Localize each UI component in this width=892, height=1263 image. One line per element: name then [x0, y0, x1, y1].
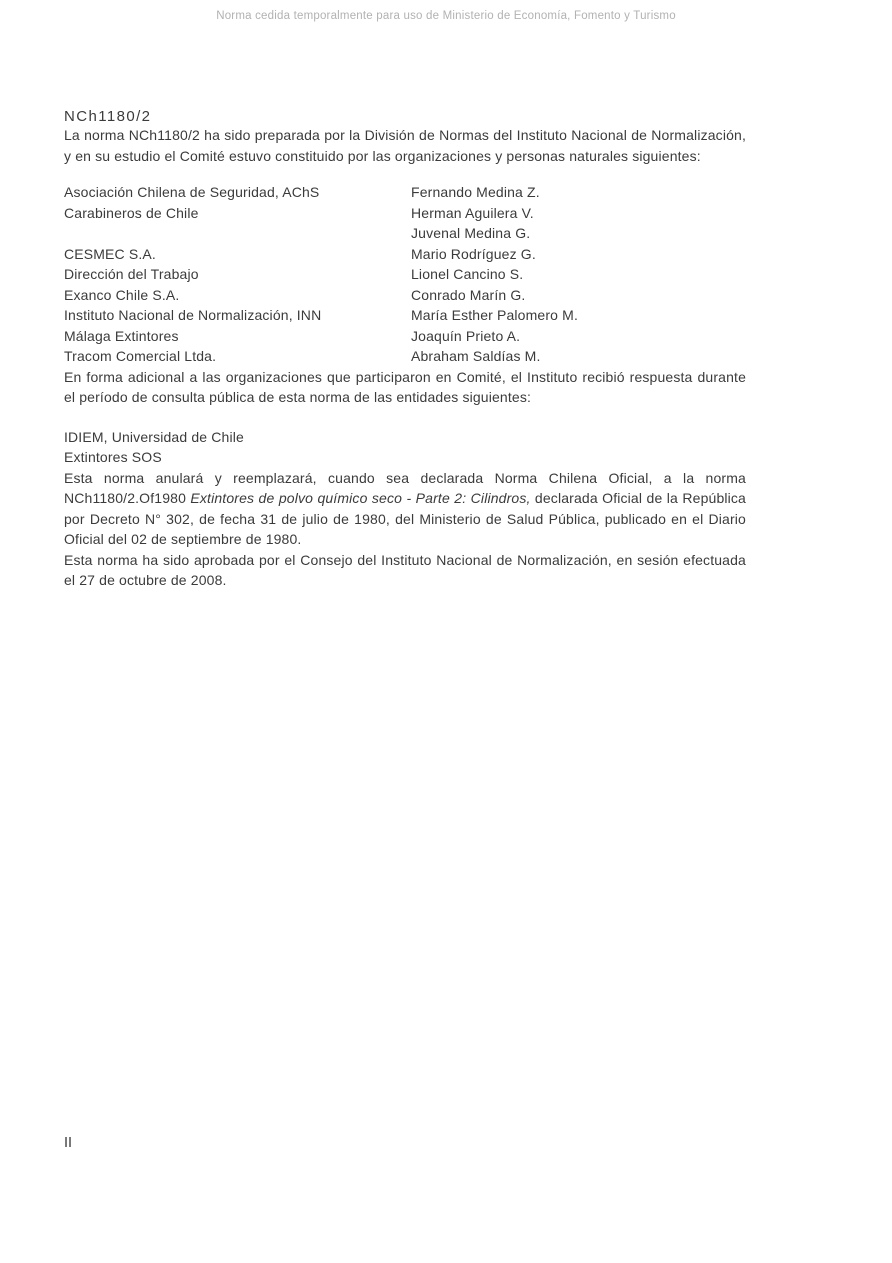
- member-cell: Juvenal Medina G.: [411, 225, 531, 241]
- replacement-paragraph: [64, 468, 746, 550]
- document-title: NCh1180/2: [64, 108, 152, 125]
- page-number: II: [64, 1135, 73, 1151]
- organization-cell: CESMEC S.A.: [64, 245, 156, 262]
- watermark-notice: Norma cedida temporalmente para uso de Ministerio de Economía, Fomento y Turismo: [216, 10, 676, 22]
- intro-paragraph: La norma NCh1180/2 ha sido preparada por la División de Normas del Instituto Nacional de Normalización, y en su estudio el Comité estuvo constituido por las organizaciones y personas naturales siguientes:: [64, 127, 746, 164]
- committee-row: [64, 223, 746, 244]
- committee-row: [64, 285, 746, 306]
- committee-row: [64, 346, 746, 367]
- organization-cell: Carabineros de Chile: [64, 204, 199, 221]
- approval-paragraph: Esta norma ha sido aprobada por el Consejo del Instituto Nacional de Normalización, en sesión efectuada el 27 de octubre de 2008.: [64, 551, 746, 588]
- organization-cell: Exanco Chile S.A.: [64, 286, 180, 303]
- member-cell: Herman Aguilera V.: [411, 204, 534, 221]
- document-page: [64, 0, 746, 591]
- member-cell: Conrado Marín G.: [411, 286, 526, 303]
- committee-row: [64, 264, 746, 285]
- committee-row: [64, 203, 746, 224]
- member-cell: Joaquín Prieto A.: [411, 327, 521, 344]
- committee-row: [64, 182, 746, 203]
- organization-cell: Asociación Chilena de Seguridad, AChS: [64, 184, 320, 200]
- replaced-norm-title: Extintores de polvo químico seco - Parte 2: Cilindros,: [190, 490, 531, 506]
- committee-row: [64, 326, 746, 347]
- replacement-text-before: Esta norma anulará y reemplazará, cuando sea declarada Norma Chilena Oficial, a la norma NCh1180/2.Of1980: [64, 469, 746, 506]
- member-cell: Fernando Medina Z.: [411, 184, 540, 200]
- member-cell: María Esther Palomero M.: [411, 307, 578, 323]
- entity-line: Extintores SOS: [64, 449, 162, 465]
- consultation-entities: [64, 427, 746, 468]
- organization-cell: Tracom Comercial Ltda.: [64, 348, 217, 364]
- organization-cell: Dirección del Trabajo: [64, 266, 199, 282]
- organization-cell: Málaga Extintores: [64, 327, 179, 344]
- committee-row: [64, 305, 746, 326]
- member-cell: Abraham Saldías M.: [411, 348, 541, 364]
- consultation-paragraph: En forma adicional a las organizaciones que participaron en Comité, el Instituto recibió respuesta durante el período de consulta pública de esta norma de las entidades siguientes:: [64, 368, 746, 405]
- replacement-text-after: declarada Oficial de la República por Decreto N° 302, de fecha 31 de julio de 1980, del Ministerio de Salud Pública, publicado en el Diario Oficial del 02 de septiembre de 1980.: [64, 490, 746, 547]
- entity-line: IDIEM, Universidad de Chile: [64, 428, 244, 445]
- member-cell: Mario Rodríguez G.: [411, 245, 536, 262]
- committee-list: [64, 182, 746, 367]
- member-cell: Lionel Cancino S.: [411, 266, 524, 282]
- committee-row: [64, 244, 746, 265]
- organization-cell: Instituto Nacional de Normalización, INN: [64, 307, 322, 323]
